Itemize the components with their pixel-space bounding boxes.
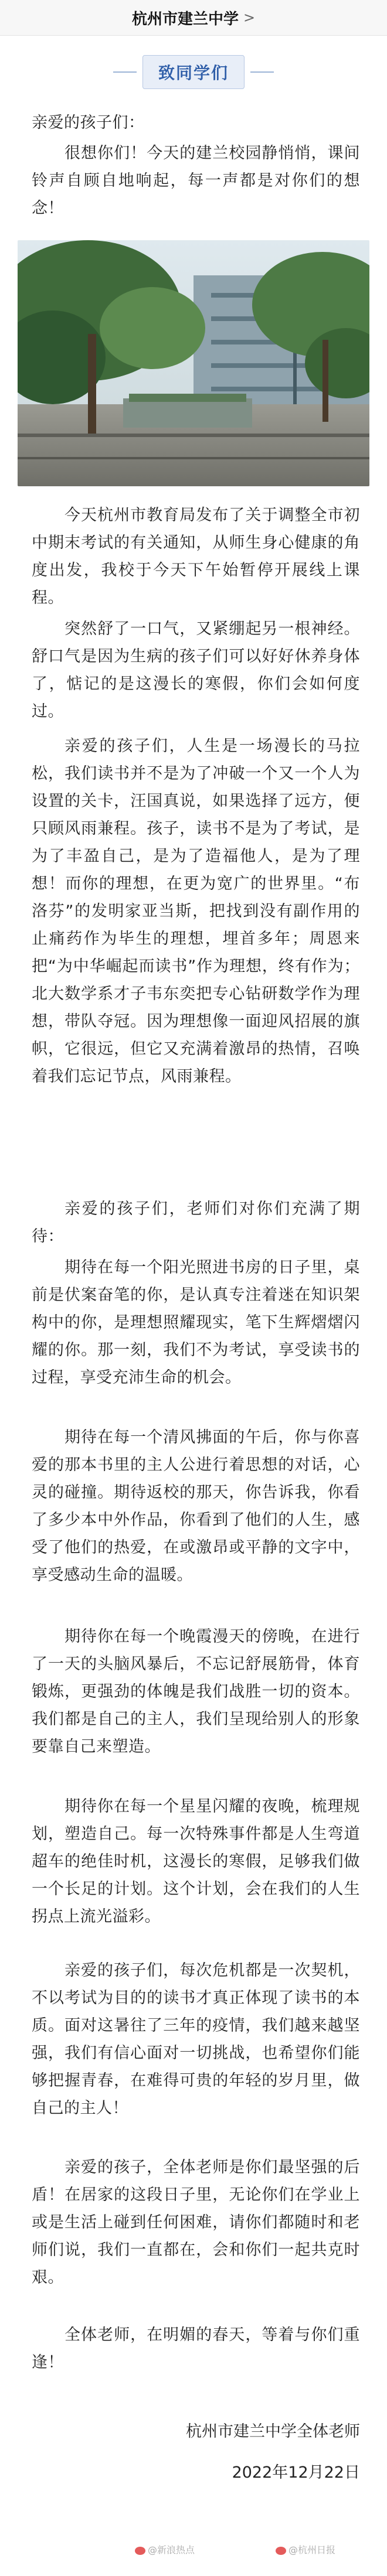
watermark-2 — [276, 2543, 335, 2556]
title-divider-right — [250, 71, 274, 73]
paragraph-6: 期待在每一个阳光照进书房的日子里，桌前是伏案奋笔的你，是认真专注着迷在知识架构中的你，是理想照耀现实，笔下生辉熠熠闪耀的你。那一刻，我们不为考试，享受读书的过程，享受充沛生命的机会。 — [32, 1258, 360, 1387]
paragraph-5: 亲爱的孩子们，老师们对你们充满了期待： — [32, 1200, 360, 1246]
signature: 杭州市建兰中学全体老师 — [186, 2423, 360, 2441]
campus-photo — [18, 240, 369, 486]
title-block — [0, 55, 387, 89]
paragraph-12: 全体老师，在明媚的春天，等着与你们重逢！ — [32, 2326, 360, 2372]
article-title: 致同学们 — [142, 55, 245, 89]
paragraph-8: 期待你在每一个晚霞漫天的傍晚，在进行了一天的头脑风暴后，不忘记舒展筋骨，体育锻炼，更强劲的体魄是我们战胜一切的资本。我们都是自己的主人，我们呈现给别人的形象要靠自己来塑造。 — [32, 1628, 360, 1756]
watermark-1 — [135, 2543, 195, 2556]
paragraph-11: 亲爱的孩子，全体老师是你们最坚强的后盾！在居家的这段日子里，无论你们在学业上或是生活上碰到任何困难，请你们都随时和老师们说，我们一直都在，会和你们一起共克时艰。 — [32, 2158, 360, 2287]
paragraph-9: 期待你在每一个星星闪耀的夜晚，梳理规划，塑造自己。每一次特殊事件都是人生弯道超车的绝佳时机，这漫长的寒假，足够我们做一个长足的计划。这个计划，会在我们的人生拐点上流光溢彩。 — [32, 1797, 360, 1926]
account-name[interactable]: 杭州市建兰中学 — [131, 10, 239, 28]
paragraph-1: 很想你们！今天的建兰校园静悄悄，课间铃声自顾自地响起，每一声都是对你们的想念！ — [32, 144, 360, 217]
article-header — [0, 0, 387, 36]
paragraph-7: 期待在每一个清风拂面的午后，你与你喜爱的那本书里的主人公进行着思想的对话，心灵的碰撞。期待返校的那天，你告诉我，你看了多少本中外作品，你看到了他们的人生，感受了他们的热爱，在或激昂或平静的文字中，享受感动生命的温暖。 — [32, 1428, 360, 1584]
weibo-logo-icon — [135, 2547, 145, 2555]
date: 2022年12月22日 — [232, 2464, 360, 2482]
paragraph-4: 亲爱的孩子们，人生是一场漫长的马拉松，我们读书并不是为了冲破一个又一个人为设置的关卡，汪国真说，如果选择了远方，便只顾风雨兼程。孩子，读书不是为了考试，是为了丰盈自己，是为了造福他人，是为了理想！而你的理想，在更为宽广的世界里。“布洛芬”的发明家亚当斯，把找到没有副作用的止痛药作为毕生的理想，埋首多年；周恩来把“为中华崛起而读书”作为理想，终有作为；北大数学系才子韦东奕把专心钻研数学作为理想，带队夺冠。因为理想像一面迎风招展的旗帜，它很远，但它又充满着激昂的热情，召唤着我们忘记节点，风雨兼程。 — [32, 737, 360, 1086]
weibo-logo-icon — [276, 2547, 286, 2555]
title-divider-left — [113, 71, 137, 73]
paragraph-3: 突然舒了一口气，又紧绷起另一根神经。舒口气是因为生病的孩子们可以好好休养身体了，惦记的是这漫长的寒假，你们会如何度过。 — [32, 620, 360, 721]
greeting: 亲爱的孩子们： — [32, 114, 145, 132]
watermark-1-text: @新浪热点 — [148, 2544, 195, 2555]
chevron-right-icon[interactable]: > — [243, 9, 256, 26]
paragraph-2: 今天杭州市教育局发布了关于调整全市初中期末考试的有关通知，从师生身心健康的角度出发，我校于今天下午始暂停开展线上课程。 — [32, 506, 360, 607]
watermark-2-text: @杭州日报 — [288, 2544, 336, 2555]
paragraph-10: 亲爱的孩子们，每次危机都是一次契机，不以考试为目的的读书才真正体现了读书的本质。面对这暑往了三年的疫情，我们越来越坚强，我们有信心面对一切挑战，也希望你们能够把握青春，在难得可贵的年轻的岁月里，做自己的主人！ — [32, 1961, 360, 2117]
